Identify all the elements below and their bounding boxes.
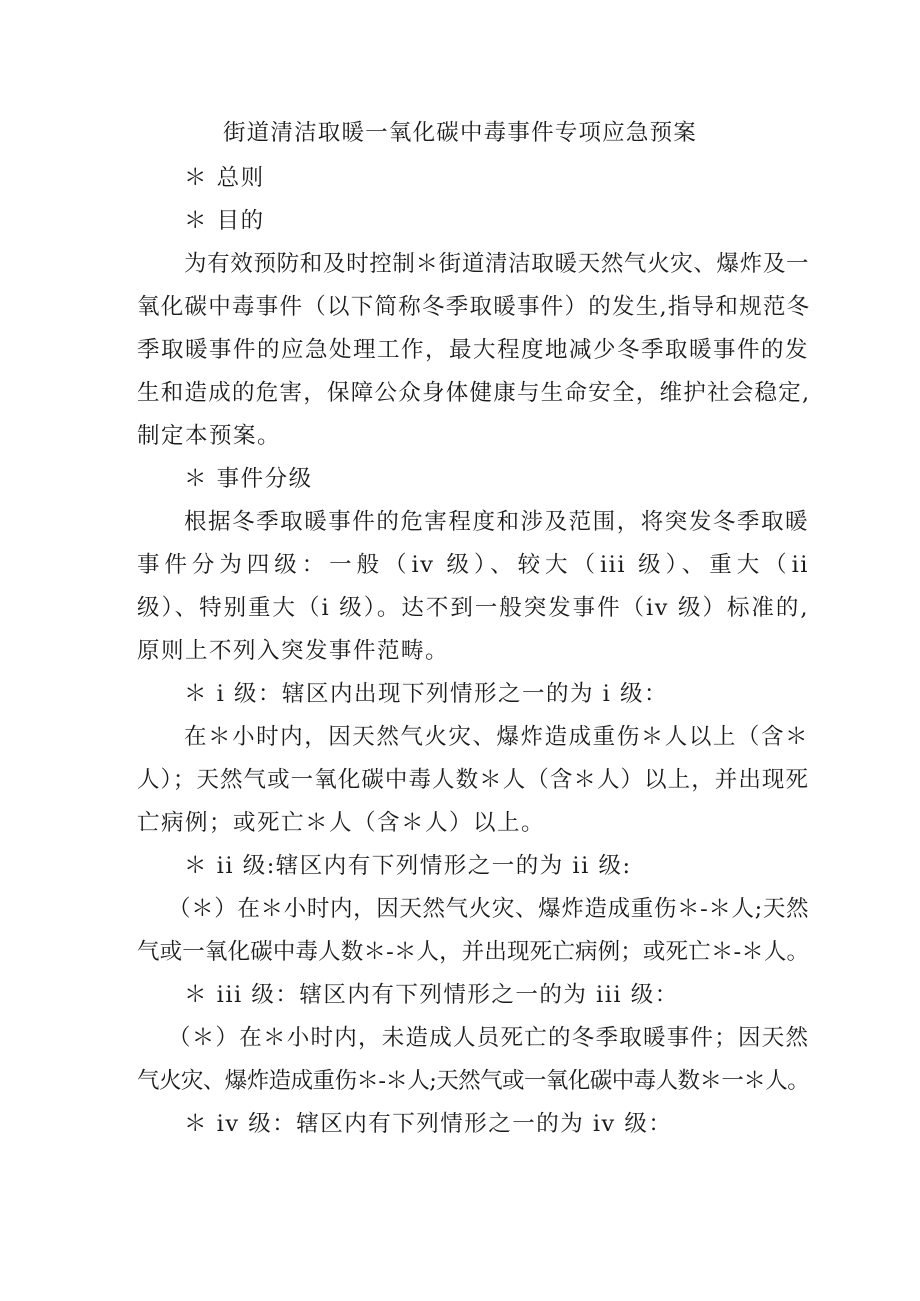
heading-event-classification: ＊ 事件分级 [184, 466, 313, 492]
paragraph-line: 原则上不列入突发事件范畴。 [137, 638, 450, 664]
paragraph-line: 生和造成的危害，保障公众身体健康与生命安全，维护社会稳定, [137, 380, 811, 406]
paragraph-line: 季取暖事件的应急处理工作，最大程度地减少冬季取暖事件的发 [137, 337, 810, 363]
heading-level-ii: ＊ ii 级:辖区内有下列情形之一的为 ii 级: [184, 853, 632, 879]
paragraph-line: 根据冬季取暖事件的危害程度和涉及范围，将突发冬季取暖 [184, 509, 809, 535]
paragraph-line: 亡病例；或死亡＊人（含＊人）以上。 [137, 810, 546, 836]
heading-level-iii: ＊ iii 级：辖区内有下列情形之一的为 iii 级： [184, 982, 679, 1008]
paragraph-line: 气或一氧化碳中毒人数＊-＊人，并出现死亡病例；或死亡＊-＊人。 [137, 939, 809, 965]
heading-purpose: ＊ 目的 [184, 208, 265, 234]
paragraph-line: 人）；天然气或一氧化碳中毒人数＊人（含＊人）以上，并出现死 [137, 767, 809, 793]
paragraph-line: 制定本预案。 [137, 423, 282, 449]
heading-level-iv: ＊ iv 级：辖区内有下列情形之一的为 iv 级： [184, 1111, 673, 1137]
paragraph-line: 气火灾、爆炸造成重伤＊-＊人;天然气或一氧化碳中毒人数＊一＊人。 [137, 1068, 809, 1094]
heading-level-i: ＊ i 级：辖区内出现下列情形之一的为 i 级： [184, 681, 669, 707]
document-title: 街道清洁取暖一氧化碳中毒事件专项应急预案 [222, 120, 697, 146]
paragraph-line: （＊）在＊小时内，因天然气火灾、爆炸造成重伤＊-＊人;天然 [168, 896, 809, 922]
paragraph-line: （＊）在＊小时内，未造成人员死亡的冬季取暖事件；因天然 [168, 1025, 810, 1051]
heading-general-principles: ＊ 总则 [184, 165, 265, 191]
paragraph-line: 级）、特别重大（i 级）。达不到一般突发事件（iv 级）标准的, [137, 595, 809, 621]
paragraph-line: 氧化碳中毒事件（以下简称冬季取暖事件）的发生,指导和规范冬 [137, 294, 811, 320]
paragraph-line: 在＊小时内，因天然气火灾、爆炸造成重伤＊人以上（含＊ [184, 724, 809, 750]
paragraph-line: 为有效预防和及时控制＊街道清洁取暖天然气火灾、爆炸及一 [184, 251, 809, 277]
paragraph-line: 事件分为四级：一般（iv 级）、较大（iii 级）、重大（ii [137, 552, 809, 578]
